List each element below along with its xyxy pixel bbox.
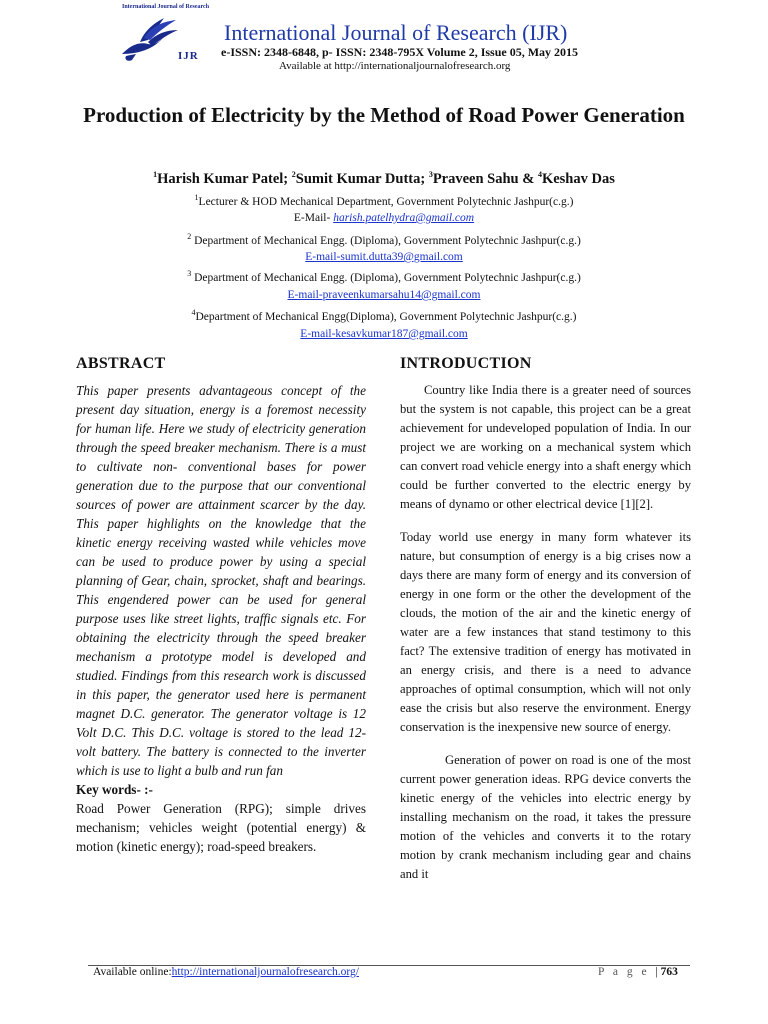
author-email-link[interactable]: harish.patelhydra@gmail.com — [333, 212, 475, 224]
affiliation-1: $^1$Lecturer & HOD Mechanical Department, Government Polytechnic Jashpur(c.g.) — [194, 193, 574, 208]
journal-issn-line: e-ISSN: 2348-6848, p- ISSN: 2348-795X Volume 2, Issue 05, May 2015 — [221, 45, 579, 59]
author-email-link[interactable]: E-mail-kesavkumar187@gmail.com — [300, 328, 468, 340]
affiliation-3: $^3$ Department of Mechanical Engg. (Diploma), Government Polytechnic Jashpur(c.g.) — [187, 269, 581, 284]
journal-title: International Journal of Research (IJR) — [224, 20, 568, 45]
affiliation-1-email-line: E-Mail- harish.patelhydra@gmail.com — [293, 212, 475, 224]
paper-title: Production of Electricity by the Method of Road Power Generation — [83, 103, 685, 127]
introduction-paragraph: Generation of power on road is one of the most current power generation ideas. RPG device converts the kinetic energy of the vehicles into electric energy by installing mechanism on the road, it takes the pressure motion of the vehicles and converts it to the rotary motion by crank mechanism including gear and chains and it — [400, 753, 691, 881]
author-email-link[interactable]: E-mail-sumit.dutta39@gmail.com — [305, 251, 463, 263]
keywords-text: Road Power Generation (RPG); simple drives mechanism; vehicles weight (potential energy) & motion (kinetic energy); road-speed breakers. — [76, 801, 366, 854]
footer-available-online: Available online:http://internationaljournalofresearch.org/ — [93, 966, 359, 978]
footer-page-number: P a g e | 763 — [598, 966, 678, 978]
author-list — [40, 170, 728, 188]
introduction-paragraph: Country like India there is a greater need of sources but the system is not capable, this project can be a great achievement for undeveloped population of India. In our project we are working on a mechanical system which can convert road vehicle energy into a shaft energy which could be further converted to the electric energy by means of dynamo or other electrical device [1][2]. — [400, 383, 691, 511]
introduction-column — [400, 355, 691, 898]
affiliation-4: $^4$Department of Mechanical Engg(Diploma), Government Polytechnic Jashpur(c.g.) — [191, 308, 577, 323]
journal-available-line: Available at http://internationaljournalofresearch.org — [279, 60, 511, 72]
author: $^3$Praveen Sahu & — [428, 170, 538, 187]
pegasus-logo-icon — [118, 14, 180, 64]
logo-ijr-text: IJR — [178, 50, 199, 62]
affiliation-2: $^2$ Department of Mechanical Engg. (Diploma), Government Polytechnic Jashpur(c.g.) — [187, 232, 581, 247]
keywords-label: Key words- :- — [76, 782, 153, 797]
author: $^2$Sumit Kumar Dutta; — [291, 170, 429, 187]
abstract-text: This paper presents advantageous concept of the present day situation, energy is a foremost necessity for human life. Here we study of electricity generation through the speed breaker mechanism. There is a must to cultivate non- conventional bases for power generation due to the purpose that our conventional sources of power are attainment scarcer by the day. This paper highlights on the knowledge that the kinetic energy receiving wasted while vehicles move can be used to produce power by using a special planning of Gear, chain, sprocket, shaft and bearings. This engendered power can be used for general purpose uses like street lights, traffic signals etc. For obtaining the electricity through the speed breaker mechanism a prototype model is developed and studied. Findings from this research work is discussed in this paper, the generator used here is permanent magnet D.C. generator. The generator voltage is 12 Volt D.C. This D.C. voltage is stored to the lead 12-volt battery. The battery is connected to the inverter which is use to light a bulb and run fan — [76, 383, 366, 778]
affiliation-2-email-line — [40, 251, 728, 263]
footer-url-link[interactable]: http://internationaljournalofresearch.org/ — [171, 966, 359, 978]
introduction-paragraph: Today world use energy in many form whatever its nature, but consumption of energy is a big crises now a days there are many form of energy and its conversion of energy in one form or the other the development of the clouds, the motion of the air and the kinetic energy of water are a few instances that stand testimony to this fact? The extensive tradition of energy has motivated in an energy crisis, and there is a need to advance approaches of optimal consumption, which will not only ease the crisis but also reserve the environment. Energy conservation is the inexpensive new source of energy. — [400, 530, 691, 734]
introduction-heading: INTRODUCTION — [400, 355, 532, 372]
author: $^4$Keshav Das — [537, 170, 615, 187]
author: $^1$Harish Kumar Patel; — [153, 170, 292, 187]
affiliation-4-email-line — [40, 328, 728, 340]
abstract-column — [76, 355, 366, 856]
author-email-link[interactable]: E-mail-praveenkumarsahu14@gmail.com — [287, 289, 481, 301]
affiliation-3-email-line — [40, 289, 728, 301]
logo-caption: International Journal of Research — [122, 4, 210, 10]
abstract-heading: ABSTRACT — [76, 355, 166, 372]
